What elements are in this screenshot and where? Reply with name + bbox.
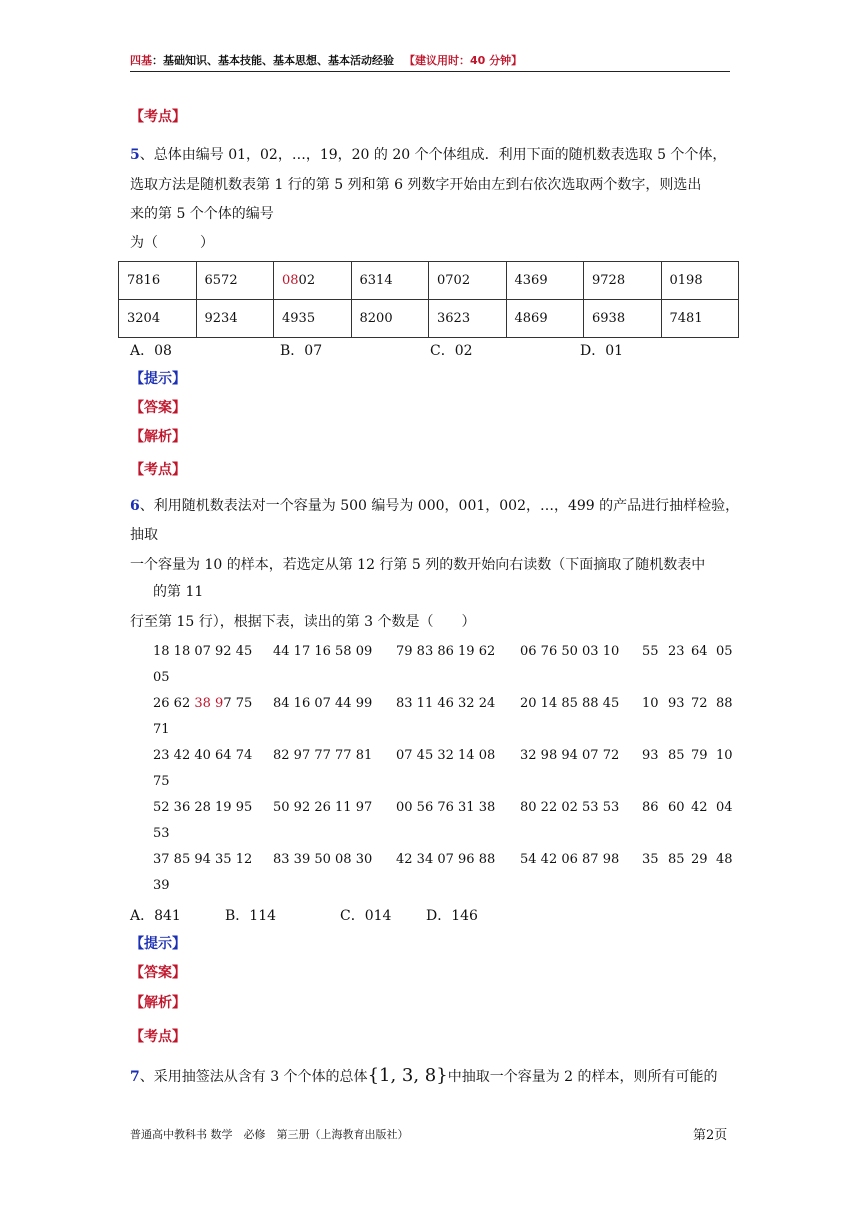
random-row-group: 26 62 38 97 75 <box>153 696 253 711</box>
section-kaodian: 【考点】 <box>130 109 186 125</box>
table-cell-highlight: 0802 <box>274 262 352 300</box>
q5-jiexi: 【解析】 <box>130 429 186 445</box>
table-cell: 9234 <box>196 300 274 338</box>
q7-number: 7 <box>130 1069 140 1085</box>
header-time-tag: 【建议用时：40 分钟】 <box>404 54 523 67</box>
q5-line-2: 选取方法是随机数表第 1 行的第 5 列和第 6 列数字开始由左到右依次选取两个数字，则选出 <box>130 177 702 193</box>
random-row-cell: 93 <box>642 748 659 763</box>
q5-option-b: B．07 <box>280 343 323 359</box>
random-row-cell: 85 <box>668 852 685 867</box>
random-row-group: 07 45 32 14 08 <box>396 748 496 763</box>
random-row-group: 79 83 86 19 62 <box>396 644 496 659</box>
q6-option-c: C．014 <box>340 908 392 924</box>
random-row-group: 83 39 50 08 30 <box>273 852 373 867</box>
random-row-cell: 05 <box>716 644 733 659</box>
random-row-cell: 60 <box>668 800 685 815</box>
q5-option-d: D．01 <box>580 343 624 359</box>
q6-line-4: 的第 11 <box>153 584 204 600</box>
random-row-cell: 10 <box>716 748 733 763</box>
q6-daan: 【答案】 <box>130 965 186 981</box>
q6-option-d: D．146 <box>426 908 478 924</box>
table-cell: 7481 <box>661 300 739 338</box>
random-row-cell: 72 <box>691 696 708 711</box>
q5-option-c: C．02 <box>430 343 473 359</box>
q6-kaodian: 【考点】 <box>130 1029 186 1045</box>
header-label: ：基础知识、基本技能、基本思想、基本活动经验 <box>152 54 394 67</box>
random-row-cell: 86 <box>642 800 659 815</box>
q5-kaodian: 【考点】 <box>130 462 186 478</box>
header-rule <box>130 71 730 72</box>
q6-tishi: 【提示】 <box>130 936 186 952</box>
page-header <box>130 52 730 68</box>
random-row-group: 23 42 40 64 74 <box>153 748 253 763</box>
random-row-cell: 29 <box>691 852 708 867</box>
random-row-cell: 85 <box>668 748 685 763</box>
random-row-group: 52 36 28 19 95 <box>153 800 253 815</box>
random-row-wrap: 05 <box>153 670 170 685</box>
random-row-group: 20 14 85 88 45 <box>520 696 620 711</box>
table-row <box>119 262 739 300</box>
q6-line-3: 一个容量为 10 的样本，若选定从第 12 行第 5 列的数开始向右读数（下面摘取了随机数表中 <box>130 557 706 573</box>
q7-line-1: 7、采用抽签法从含有 3 个个体的总体{1, 3, 8}中抽取一个容量为 2 的样本，则所有可能的 <box>130 1065 718 1086</box>
table-cell: 4935 <box>274 300 352 338</box>
random-row-cell: 93 <box>668 696 685 711</box>
table-cell: 4869 <box>506 300 584 338</box>
random-row-cell: 23 <box>668 644 685 659</box>
table-cell: 3623 <box>429 300 507 338</box>
header-label-red: 四基 <box>130 54 152 67</box>
table-cell: 4369 <box>506 262 584 300</box>
footer-page-number: 第2页 <box>693 1128 728 1143</box>
random-row-group: 83 11 46 32 24 <box>396 696 496 711</box>
random-row-group: 82 97 77 77 81 <box>273 748 373 763</box>
random-row-cell: 55 <box>642 644 659 659</box>
table-cell: 0198 <box>661 262 739 300</box>
q6-jiexi: 【解析】 <box>130 995 186 1011</box>
q5-line-4: 为（ ） <box>130 235 214 251</box>
table-cell: 9728 <box>584 262 662 300</box>
random-row-group: 06 76 50 03 10 <box>520 644 620 659</box>
random-row-wrap: 53 <box>153 826 170 841</box>
q6-line-1: 6、利用随机数表法对一个容量为 500 编号为 000，001，002，…，499 的产品进行抽样检验， <box>130 498 740 514</box>
random-row-cell: 35 <box>642 852 659 867</box>
q6-line-5: 行至第 15 行），根据下表，读出的第 3 个数是（ ） <box>130 614 476 630</box>
random-row-group: 18 18 07 92 45 <box>153 644 253 659</box>
table-cell: 6938 <box>584 300 662 338</box>
table-cell: 6572 <box>196 262 274 300</box>
random-row-cell: 04 <box>716 800 733 815</box>
q7-set: {1, 3, 8} <box>367 1065 448 1086</box>
q6-option-b: B．114 <box>225 908 277 924</box>
random-row-group: 37 85 94 35 12 <box>153 852 253 867</box>
q5-tishi: 【提示】 <box>130 371 186 387</box>
random-row-group: 50 92 26 11 97 <box>273 800 373 815</box>
random-row-cell: 88 <box>716 696 733 711</box>
q6-number: 6 <box>130 498 140 514</box>
q5-daan: 【答案】 <box>130 400 186 416</box>
random-row-group: 80 22 02 53 53 <box>520 800 620 815</box>
random-row-wrap: 39 <box>153 878 170 893</box>
q5-option-a: A．08 <box>130 343 172 359</box>
random-row-cell: 64 <box>691 644 708 659</box>
random-row-cell: 42 <box>691 800 708 815</box>
random-row-group: 00 56 76 31 38 <box>396 800 496 815</box>
table-cell: 6314 <box>351 262 429 300</box>
random-row-group: 44 17 16 58 09 <box>273 644 373 659</box>
table-cell: 3204 <box>119 300 197 338</box>
random-row-group: 32 98 94 07 72 <box>520 748 620 763</box>
q5-number: 5 <box>130 147 140 163</box>
random-row-wrap: 71 <box>153 722 170 737</box>
table-row <box>119 300 739 338</box>
table-cell: 8200 <box>351 300 429 338</box>
random-row-group: 42 34 07 96 88 <box>396 852 496 867</box>
q6-line-2: 抽取 <box>130 527 158 543</box>
random-number-table <box>118 261 739 338</box>
highlight-digits: 38 9 <box>194 696 224 711</box>
random-row-cell: 10 <box>642 696 659 711</box>
q6-option-a: A．841 <box>130 908 181 924</box>
random-row-cell: 48 <box>716 852 733 867</box>
q5-line-1: 5、总体由编号 01，02，…，19，20 的 20 个个体组成．利用下面的随机数表选取 5 个个体， <box>130 147 727 163</box>
random-row-wrap: 75 <box>153 774 170 789</box>
q5-line-3: 来的第 5 个个体的编号 <box>130 206 274 222</box>
random-row-group: 84 16 07 44 99 <box>273 696 373 711</box>
table-cell: 7816 <box>119 262 197 300</box>
random-row-cell: 79 <box>691 748 708 763</box>
table-cell: 0702 <box>429 262 507 300</box>
random-row-group: 54 42 06 87 98 <box>520 852 620 867</box>
footer-book-title: 普通高中教科书 数学 必修 第三册（上海教育出版社） <box>130 1128 409 1141</box>
